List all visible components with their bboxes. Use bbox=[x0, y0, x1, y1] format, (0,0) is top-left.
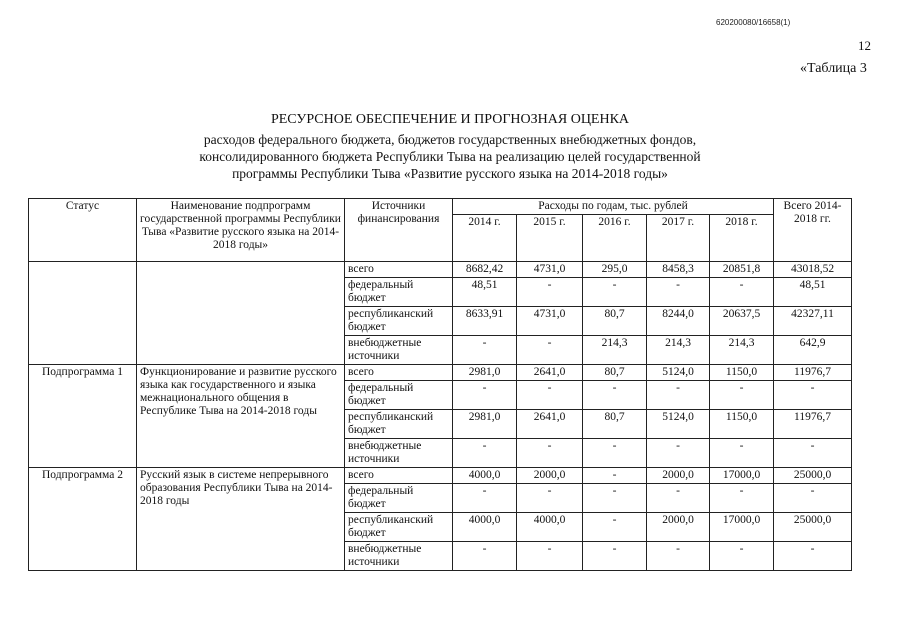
cell-year-value: - bbox=[583, 513, 647, 542]
cell-funding-source: внебюджетные источники bbox=[345, 439, 453, 468]
cell-funding-source: федеральный бюджет bbox=[345, 278, 453, 307]
cell-funding-source: всего bbox=[345, 468, 453, 484]
cell-status bbox=[29, 262, 137, 365]
cell-funding-source: федеральный бюджет bbox=[345, 484, 453, 513]
cell-year-value: 8682,42 bbox=[453, 262, 517, 278]
cell-year-value: - bbox=[583, 468, 647, 484]
cell-year-value: 2981,0 bbox=[453, 365, 517, 381]
cell-funding-source: республиканский бюджет bbox=[345, 410, 453, 439]
header-source: Источники финансирования bbox=[345, 199, 453, 262]
cell-year-value: 4000,0 bbox=[453, 468, 517, 484]
header-year-2018: 2018 г. bbox=[710, 215, 774, 262]
budget-table bbox=[28, 198, 852, 571]
cell-year-value: - bbox=[583, 439, 647, 468]
cell-year-value: 2000,0 bbox=[517, 468, 583, 484]
cell-year-value: 1150,0 bbox=[710, 365, 774, 381]
cell-total-value: 48,51 bbox=[774, 278, 852, 307]
cell-year-value: - bbox=[583, 484, 647, 513]
header-expenses: Расходы по годам, тыс. рублей bbox=[453, 199, 774, 215]
cell-year-value: - bbox=[647, 381, 710, 410]
header-status: Статус bbox=[29, 199, 137, 262]
cell-total-value: 642,9 bbox=[774, 336, 852, 365]
table-label: «Таблица 3 bbox=[800, 61, 867, 76]
cell-year-value: 5124,0 bbox=[647, 365, 710, 381]
cell-year-value: - bbox=[517, 336, 583, 365]
cell-total-value: - bbox=[774, 439, 852, 468]
table-row bbox=[29, 262, 852, 278]
cell-year-value: - bbox=[517, 542, 583, 571]
cell-year-value: - bbox=[517, 381, 583, 410]
cell-year-value: 4731,0 bbox=[517, 262, 583, 278]
cell-year-value: 8458,3 bbox=[647, 262, 710, 278]
cell-total-value: 25000,0 bbox=[774, 513, 852, 542]
cell-year-value: 295,0 bbox=[583, 262, 647, 278]
cell-year-value: 4000,0 bbox=[517, 513, 583, 542]
cell-funding-source: внебюджетные источники bbox=[345, 336, 453, 365]
header-year-2016: 2016 г. bbox=[583, 215, 647, 262]
cell-total-value: - bbox=[774, 484, 852, 513]
cell-year-value: - bbox=[583, 278, 647, 307]
cell-year-value: - bbox=[710, 542, 774, 571]
document-subtitle-line-2: консолидированного бюджета Республики Тыва на реализацию целей государственной bbox=[199, 149, 701, 164]
document-title: РЕСУРСНОЕ ОБЕСПЕЧЕНИЕ И ПРОГНОЗНАЯ ОЦЕНКА bbox=[270, 112, 630, 127]
cell-year-value: - bbox=[710, 484, 774, 513]
cell-funding-source: всего bbox=[345, 262, 453, 278]
cell-year-value: 2641,0 bbox=[517, 365, 583, 381]
cell-year-value: 17000,0 bbox=[710, 513, 774, 542]
cell-status: Подпрограмма 1 bbox=[29, 365, 137, 468]
cell-year-value: 4731,0 bbox=[517, 307, 583, 336]
cell-subprogram-name bbox=[137, 262, 345, 365]
cell-year-value: 48,51 bbox=[453, 278, 517, 307]
cell-year-value: - bbox=[710, 278, 774, 307]
cell-year-value: 80,7 bbox=[583, 307, 647, 336]
cell-year-value: - bbox=[647, 484, 710, 513]
cell-year-value: 20851,8 bbox=[710, 262, 774, 278]
cell-funding-source: республиканский бюджет bbox=[345, 513, 453, 542]
cell-year-value: 214,3 bbox=[647, 336, 710, 365]
cell-year-value: 80,7 bbox=[583, 410, 647, 439]
cell-year-value: 2981,0 bbox=[453, 410, 517, 439]
cell-year-value: 8633,91 bbox=[453, 307, 517, 336]
table-row bbox=[29, 468, 852, 484]
cell-subprogram-name: Функционирование и развитие русского языка как государственного и языка межнационального общения в Республике Тыва на 2014-2018 годы bbox=[137, 365, 345, 468]
header-name: Наименование подпрограмм государственной программы Республики Тыва «Развитие русского языка на 2014-2018 годы» bbox=[137, 199, 345, 262]
cell-year-value: 17000,0 bbox=[710, 468, 774, 484]
cell-year-value: 214,3 bbox=[710, 336, 774, 365]
cell-year-value: - bbox=[647, 439, 710, 468]
cell-year-value: - bbox=[583, 542, 647, 571]
cell-year-value: - bbox=[647, 278, 710, 307]
cell-year-value: - bbox=[583, 381, 647, 410]
cell-total-value: 43018,52 bbox=[774, 262, 852, 278]
table-body bbox=[29, 262, 852, 571]
page-number: 12 bbox=[858, 38, 871, 53]
cell-subprogram-name: Русский язык в системе непрерывного образования Республики Тыва на 2014-2018 годы bbox=[137, 468, 345, 571]
cell-year-value: - bbox=[453, 484, 517, 513]
cell-year-value: 214,3 bbox=[583, 336, 647, 365]
cell-year-value: - bbox=[453, 336, 517, 365]
cell-year-value: - bbox=[453, 439, 517, 468]
cell-year-value: 2000,0 bbox=[647, 468, 710, 484]
cell-year-value: 8244,0 bbox=[647, 307, 710, 336]
cell-year-value: - bbox=[647, 542, 710, 571]
document-subtitle-line-3: программы Республики Тыва «Развитие русского языка на 2014-2018 годы» bbox=[232, 166, 668, 181]
cell-year-value: 4000,0 bbox=[453, 513, 517, 542]
cell-year-value: - bbox=[453, 542, 517, 571]
cell-year-value: 80,7 bbox=[583, 365, 647, 381]
cell-year-value: 2000,0 bbox=[647, 513, 710, 542]
cell-total-value: 42327,11 bbox=[774, 307, 852, 336]
cell-year-value: 20637,5 bbox=[710, 307, 774, 336]
cell-year-value: - bbox=[453, 381, 517, 410]
cell-total-value: 11976,7 bbox=[774, 410, 852, 439]
table-row bbox=[29, 365, 852, 381]
cell-year-value: - bbox=[710, 439, 774, 468]
cell-funding-source: всего bbox=[345, 365, 453, 381]
cell-funding-source: республиканский бюджет bbox=[345, 307, 453, 336]
cell-funding-source: федеральный бюджет bbox=[345, 381, 453, 410]
table-header-row bbox=[29, 199, 852, 215]
document-id: 620200080/16658(1) bbox=[716, 18, 791, 27]
cell-year-value: 1150,0 bbox=[710, 410, 774, 439]
document-subtitle-line-1: расходов федерального бюджета, бюджетов государственных внебюджетных фондов, bbox=[203, 132, 697, 147]
cell-year-value: - bbox=[710, 381, 774, 410]
cell-total-value: 25000,0 bbox=[774, 468, 852, 484]
cell-total-value: - bbox=[774, 542, 852, 571]
cell-status: Подпрограмма 2 bbox=[29, 468, 137, 571]
cell-year-value: - bbox=[517, 484, 583, 513]
cell-total-value: 11976,7 bbox=[774, 365, 852, 381]
header-year-2014: 2014 г. bbox=[453, 215, 517, 262]
header-year-2015: 2015 г. bbox=[517, 215, 583, 262]
cell-total-value: - bbox=[774, 381, 852, 410]
cell-funding-source: внебюджетные источники bbox=[345, 542, 453, 571]
header-year-2017: 2017 г. bbox=[647, 215, 710, 262]
cell-year-value: 2641,0 bbox=[517, 410, 583, 439]
cell-year-value: - bbox=[517, 278, 583, 307]
cell-year-value: 5124,0 bbox=[647, 410, 710, 439]
cell-year-value: - bbox=[517, 439, 583, 468]
header-total: Всего 2014-2018 гг. bbox=[774, 199, 852, 262]
